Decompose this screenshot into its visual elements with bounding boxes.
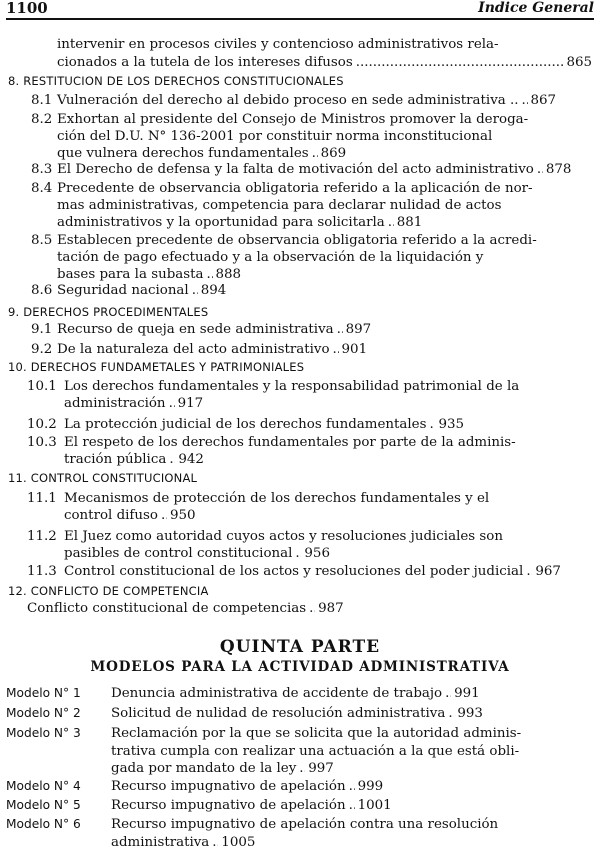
model-label: Modelo N° 3	[6, 726, 81, 740]
dot-leader	[526, 564, 532, 579]
entry-text: Solicitud de nulidad de resolución administrativa	[111, 706, 446, 721]
running-header	[6, 1, 594, 20]
entry-text: administración	[64, 396, 166, 411]
entry-page: 894	[200, 283, 227, 298]
entry-text: bases para la subasta	[57, 267, 204, 282]
running-title: Indice General	[478, 0, 594, 16]
entry-text: que vulnera derechos fundamentales	[57, 146, 309, 161]
entry-line: tación de pago efectuado y a la observación de la liquidación y	[57, 250, 484, 265]
entry-page: 897	[345, 322, 372, 337]
entry-number: 9.1	[31, 322, 53, 337]
dot-leader	[356, 55, 564, 70]
entry-page: 869	[320, 146, 347, 161]
entry-page: 1001	[357, 798, 392, 813]
entry-number: 8.1	[31, 93, 53, 108]
section-heading: 10. DERECHOS FUNDAMETALES Y PATRIMONIALES	[8, 360, 305, 374]
entry-page: 901	[341, 342, 368, 357]
entry-text: El Derecho de defensa y la falta de motivación del acto administrativo	[57, 162, 534, 177]
entry-page: 917	[177, 396, 204, 411]
entry-text: Conflicto constitucional de competencias	[27, 601, 307, 616]
dot-leader	[207, 267, 213, 282]
entry-number: 10.3	[27, 435, 57, 450]
entry-text: Recurso de queja en sede administrativa	[57, 322, 334, 337]
dot-leader	[212, 835, 218, 850]
dot-leader	[429, 417, 435, 432]
entry-text: tración pública	[64, 452, 167, 467]
dot-leader	[309, 601, 315, 616]
entry-page: 935	[438, 417, 465, 432]
entry-number: 8.2	[31, 112, 53, 127]
entry-text: De la naturaleza del acto administrativo	[57, 342, 330, 357]
entry-text: control difuso	[64, 508, 158, 523]
model-line: Recurso impugnativo de apelación contra una resolución	[111, 817, 499, 832]
section-heading: 11. CONTROL CONSTITUCIONAL	[8, 471, 198, 485]
section-heading: 9. DERECHOS PROCEDIMENTALES	[8, 305, 209, 319]
intro-leader-line	[57, 55, 592, 70]
entry-page: 956	[304, 546, 330, 561]
entry-number: 9.2	[31, 342, 53, 357]
entry-text: administrativa	[111, 835, 210, 850]
dot-leader	[448, 706, 454, 721]
entry-number: 11.1	[27, 491, 57, 506]
part-title: QUINTA PARTE	[219, 637, 381, 657]
entry-page: 878	[545, 162, 572, 177]
dot-leader	[169, 452, 175, 467]
dot-leader	[388, 215, 394, 230]
entry-text: gada por mandato de la ley	[111, 761, 297, 776]
dot-leader	[333, 342, 339, 357]
model-label: Modelo N° 1	[6, 686, 81, 700]
entry-line: El respeto de los derechos fundamentales por parte de la adminis-	[64, 435, 516, 450]
entry-text: cionados a la tutela de los intereses difusos	[57, 55, 353, 70]
dot-leader	[169, 396, 175, 411]
entry-page: 950	[169, 508, 196, 523]
dot-leader	[192, 283, 198, 298]
entry-text: Control constitucional de los actos y resoluciones del poder judicial	[64, 564, 524, 579]
entry-number: 8.5	[31, 233, 53, 248]
dot-leader	[337, 322, 343, 337]
dot-leader	[161, 508, 167, 523]
section-heading: 8. RESTITUCION DE LOS DERECHOS CONSTITUCIONALES	[8, 74, 344, 88]
model-line: Reclamación por la que se solicita que la autoridad adminis-	[111, 726, 522, 741]
model-label: Modelo N° 4	[6, 779, 81, 793]
entry-page: 991	[454, 686, 480, 701]
entry-text: administrativos y la oportunidad para solicitarla	[57, 215, 385, 230]
entry-line: Mecanismos de protección de los derechos fundamentales y el	[64, 491, 490, 506]
entry-text: pasibles de control constitucional	[64, 546, 293, 561]
entry-page: 867	[530, 93, 557, 108]
page-number: 1100	[6, 0, 48, 17]
entry-text: Recurso impugnativo de apelación	[111, 779, 346, 794]
entry-page: 942	[178, 452, 204, 467]
entry-text: Vulneración del derecho al debido proceso en sede administrativa ..	[57, 93, 519, 108]
entry-page: 881	[396, 215, 423, 230]
entry-page: 987	[318, 601, 344, 616]
part-subtitle: MODELOS PARA LA ACTIVIDAD ADMINISTRATIVA	[90, 659, 510, 675]
dot-leader	[349, 798, 355, 813]
entry-line: mas administrativas, competencia para declarar nulidad de actos	[57, 198, 502, 213]
entry-text: Denuncia administrativa de accidente de trabajo	[111, 686, 443, 701]
entry-page: 967	[535, 564, 561, 579]
entry-number: 10.2	[27, 417, 57, 432]
entry-page: 1005	[221, 835, 256, 850]
intro-line: intervenir en procesos civiles y contencioso administrativos rela-	[57, 37, 499, 52]
entry-line: El Juez como autoridad cuyos actos y resoluciones judiciales son	[64, 529, 503, 544]
entry-number: 8.4	[31, 181, 53, 196]
entry-text: Recurso impugnativo de apelación	[111, 798, 346, 813]
model-label: Modelo N° 5	[6, 798, 81, 812]
model-label: Modelo N° 6	[6, 817, 81, 831]
entry-page: 888	[215, 267, 242, 282]
dot-leader	[349, 779, 355, 794]
entry-line: Precedente de observancia obligatoria referido a la aplicación de nor-	[57, 181, 533, 196]
entry-text: Seguridad nacional	[57, 283, 189, 298]
entry-text: La protección judicial de los derechos fundamentales	[64, 417, 427, 432]
entry-page: 865	[566, 55, 592, 70]
entry-number: 11.2	[27, 529, 57, 544]
entry-line: Establecen precedente de observancia obligatoria referido a la acredi-	[57, 233, 537, 248]
model-label: Modelo N° 2	[6, 706, 81, 720]
entry-number: 8.6	[31, 283, 53, 298]
entry-number: 11.3	[27, 564, 57, 579]
entry-line: ción del D.U. N° 136-2001 por constituir norma inconstitucional	[57, 129, 493, 144]
section-heading: 12. CONFLICTO DE COMPETENCIA	[8, 584, 209, 598]
dot-leader	[312, 146, 318, 161]
entry-page: 997	[308, 761, 334, 776]
model-line: trativa cumpla con realizar una actuación a la que está obli-	[111, 744, 520, 759]
dot-leader	[299, 761, 305, 776]
entry-number: 10.1	[27, 379, 57, 394]
entry-number: 8.3	[31, 162, 53, 177]
entry-page: 993	[457, 706, 483, 721]
dot-leader	[295, 546, 301, 561]
entry-page: 999	[357, 779, 384, 794]
dot-leader	[445, 686, 451, 701]
dot-leader	[537, 162, 543, 177]
entry-line: Exhortan al presidente del Consejo de Ministros promover la deroga-	[57, 112, 529, 127]
dot-leader	[522, 93, 528, 108]
entry-line: Los derechos fundamentales y la responsabilidad patrimonial de la	[64, 379, 520, 394]
